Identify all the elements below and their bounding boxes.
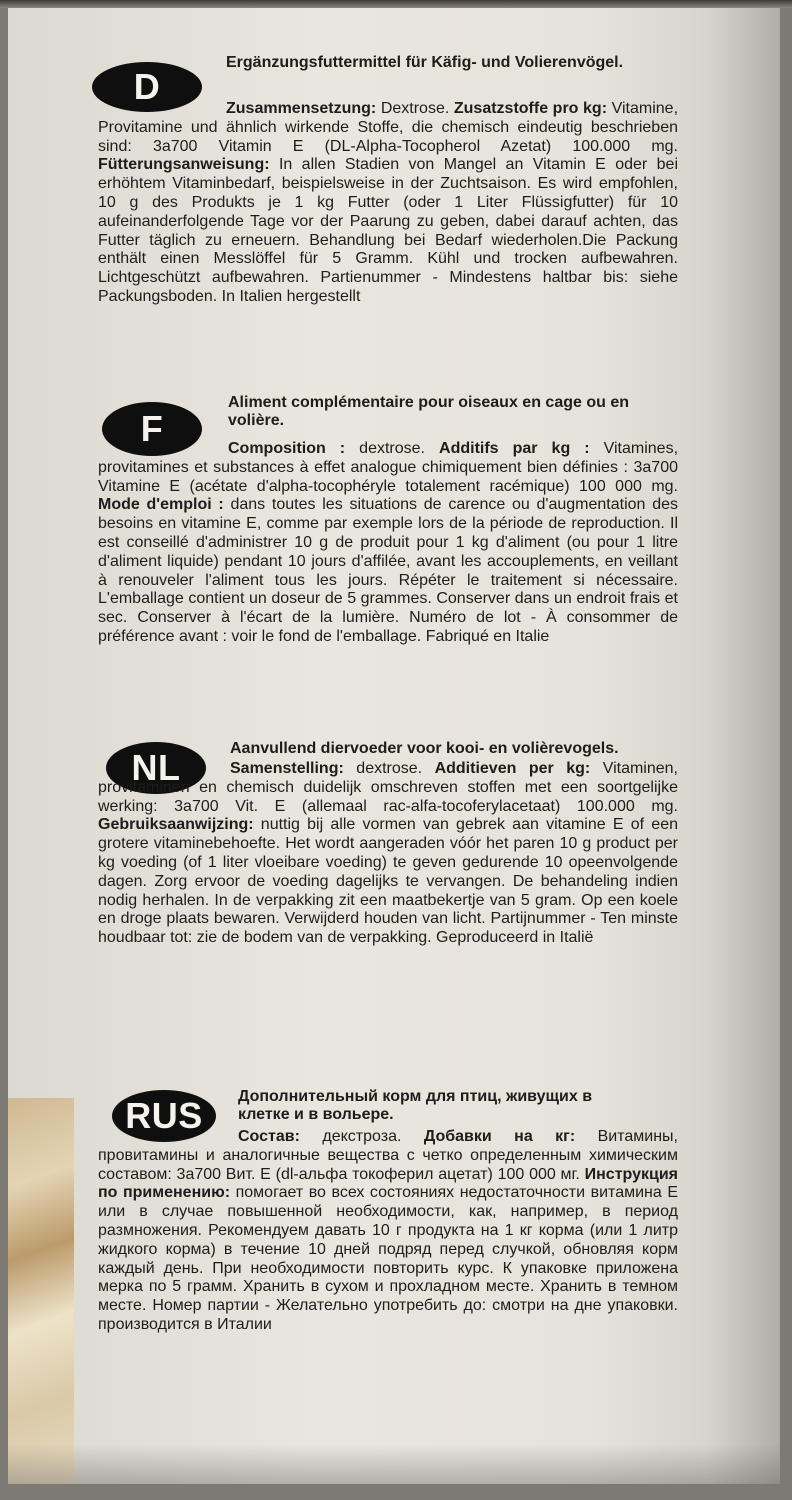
composition-label-ru: Состав: xyxy=(238,1128,300,1145)
label-panel xyxy=(8,8,780,1484)
additives-label-fr: Additifs par kg : xyxy=(439,440,590,457)
additives-label-de: Zusatzstoffe pro kg: xyxy=(453,100,608,117)
instructions-label-de: Fütterungsanweisung: xyxy=(98,156,270,174)
instructions-label-fr: Mode d'emploi : xyxy=(98,496,224,514)
composition-value-nl: dextrose. xyxy=(343,760,435,777)
section-body-de xyxy=(98,100,678,307)
section-heading-nl: Aanvullend diervoeder voor kooi- en volièrevogels. xyxy=(230,740,619,757)
additives-value-ru: Витамины, провитамины и аналогичные вещества с четко определенным химическим составом: 3a700 Вит. E (dl-альфа токоферил ацетат) 100 000 мг. xyxy=(98,1128,678,1183)
section-body-ru xyxy=(98,1128,678,1335)
instructions-label-ru: Инструкция по применению: xyxy=(98,1165,678,1202)
additives-value-de: Vitamine, Provitamine und ähnlich wirkende Stoffe, die chemisch eindeutig beschrieben sind: 3a700 Vitamin E (DL-Alpha-Tocopherol Azetat) 100.000 mg. xyxy=(98,100,679,155)
additives-label-nl: Additieven per kg: xyxy=(434,760,591,777)
instructions-value-de: In allen Stadien von Mangel an Vitamin E oder bei erhöhtem Vitaminbedarf, beispielsweise in der Zuchtsaison. Es wird empfohlen, 10 g des Produkts je 1 kg Futter (oder 1 Liter Flüssigfutter) für 10 aufeinanderfolgende Tage vor der Paarung zu geben, dabei darauf achten, das Futter täglich zu erneuern. Behandlung bei Bedarf wiederholen.Die Packung enthält einen Messlöffel für 5 Gramm. Kühl und trocken aufbewahren. Lichtgeschützt aufbewahren. Partienummer - Mindestens haltbar bis: siehe Packungsboden. In Italien hergestellt xyxy=(98,156,678,305)
bottom-shade xyxy=(8,1444,780,1484)
instructions-value-ru: помогает во всех состояниях недостаточности витамина Е или в случае повышенной необходимости, как, например, в период размножения. Рекомендуем давать 10 г продукта на 1 кг корма (или 1 литр жидкого корма) в течение 10 дней подряд перед случкой, обновляя корм каждый день. При необходимости повторить курс. К упаковке приложена мерка по 5 грамм. Хранить в сухом и прохладном месте. Хранить в темном месте. Номер партии - Желательно употребить до: смотри на дне упаковки. производится в Италии xyxy=(98,1184,678,1333)
additives-value-fr: Vitamines, provitamines et substances à effet analogue chimiquement bien définies : 3a700 Vitamine E (acétate d'alpha-tocophéryle totalement racémique) 100 000 mg. xyxy=(98,440,679,495)
language-badge-ru: RUS xyxy=(112,1090,216,1142)
composition-value-fr: dextrose. xyxy=(345,440,440,457)
package-top-edge xyxy=(0,0,792,8)
composition-label-de: Zusammensetzung: xyxy=(226,100,377,117)
composition-label-fr: Composition : xyxy=(228,440,346,457)
section-heading-fr: Aliment complémentaire pour oiseaux en cage ou en volière. xyxy=(228,394,629,429)
language-badge-fr: F xyxy=(102,402,202,456)
package-photo-edge xyxy=(8,1098,74,1484)
language-badge-nl: NL xyxy=(106,742,206,794)
instructions-label-nl: Gebruiksaanwijzing: xyxy=(98,816,254,834)
section-heading-ru: Дополнительный корм для птиц, живущих в клетке и в вольере. xyxy=(238,1088,593,1123)
additives-value-nl: Vitaminen, provitaminen en chemisch duidelijk omschreven stoffen met een soortgelijke werking: 3a700 Vit. E (allemaal rac-alfa-tocoferylacetaat) 100.000 mg. xyxy=(98,760,678,815)
composition-label-nl: Samenstelling: xyxy=(230,760,344,777)
instructions-value-fr: dans toutes les situations de carence ou d'augmentation des besoins en vitamine E, comme par exemple lors de la période de reproduction. Il est conseillé d'administrer 10 g de produit pour 1 kg d'aliment (ou pour 1 litre d'aliment liquide) pendant 10 jours d'affilée, avant les accouplements, en veillant à renouveler l'aliment tous les jours. Répéter le traitement si nécessaire. L'emballage contient un doseur de 5 grammes. Conserver dans un endroit frais et sec. Conserver à l'écart de la lumière. Numéro de lot - À consommer de préférence avant : voir le fond de l'emballage. Fabriqué en Italie xyxy=(98,496,678,645)
language-badge-de: D xyxy=(92,62,202,112)
section-heading-de: Ergänzungsfuttermittel für Käfig- und Volierenvögel. xyxy=(226,54,624,71)
composition-value-de: Dextrose. xyxy=(376,100,454,117)
section-body-fr xyxy=(98,440,678,647)
additives-label-ru: Добавки на кг: xyxy=(423,1128,576,1145)
edge-shadow xyxy=(708,8,780,1484)
section-body-nl xyxy=(98,760,678,948)
composition-value-ru: декстроза. xyxy=(299,1128,424,1145)
instructions-value-nl: nuttig bij alle vormen van gebrek aan vitamine E of een grotere vitaminebehoefte. Het wordt aangeraden vóór het paren 10 g product per kg voeding (of 1 liter vloeibare voeding) te geven gedurende 10 opeenvolgende dagen. Zorg ervoor de voeding dagelijks te vervangen. De behandeling indien nodig herhalen. In de verpakking zit een maatbekertje van 5 gram. Op een koele en droge plaats bewaren. Verwijderd houden van licht. Partijnummer - Ten minste houdbaar tot: zie de bodem van de verpakking. Geproduceerd in Italië xyxy=(98,816,678,947)
